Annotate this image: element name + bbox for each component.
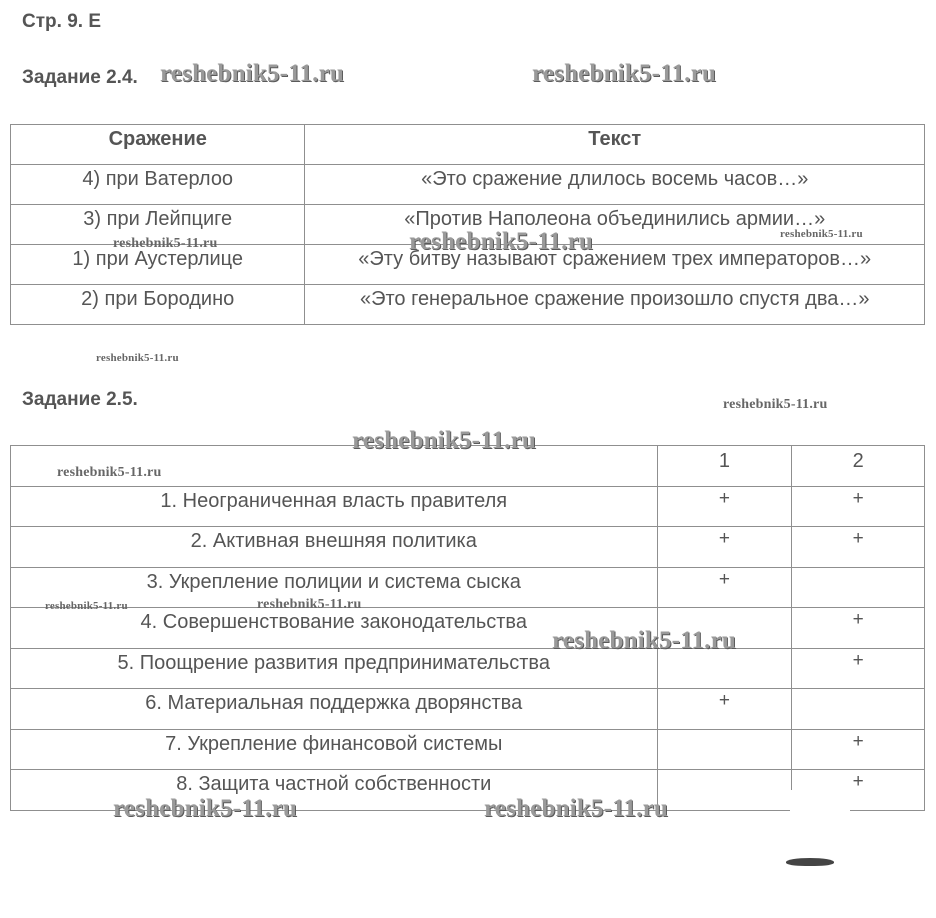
mark-cell: + [657,527,792,568]
battle-cell: 3) при Лейпциге [11,205,305,245]
header-col-2: 2 [792,446,925,487]
mark-cell: + [657,567,792,608]
table-row [11,527,925,568]
watermark: reshebnik5-11.ru [484,795,669,822]
mark-cell: + [792,648,925,689]
table-row [11,567,925,608]
table-row [11,608,925,649]
mark-cell: + [792,486,925,527]
table-row [11,486,925,527]
policy-cell: 4. Совершенствование законодательства [11,608,658,649]
battle-cell: 2) при Бородино [11,285,305,325]
watermark: reshebnik5-11.ru [352,427,537,454]
watermark: reshebnik5-11.ru [257,597,362,612]
watermark: reshebnik5-11.ru [723,397,828,412]
table-row [11,689,925,730]
mark-cell: + [792,608,925,649]
policy-cell: 6. Материальная поддержка дворянства [11,689,658,730]
mark-cell: + [792,729,925,770]
table-row [11,729,925,770]
watermark: reshebnik5-11.ru [160,60,345,87]
battles-table [10,124,925,325]
mark-cell: + [792,770,925,811]
text-cell: «Эту битву называют сражением трех императоров…» [305,245,925,285]
mark-cell [657,770,792,811]
policy-table [10,445,925,811]
watermark: reshebnik5-11.ru [552,627,737,654]
watermark: reshebnik5-11.ru [45,600,128,612]
mark-cell [792,567,925,608]
policy-cell: 1. Неограниченная власть правителя [11,486,658,527]
watermark: reshebnik5-11.ru [57,465,162,480]
policy-cell: 3. Укрепление полиции и система сыска [11,567,658,608]
text-cell: «Против Наполеона объединились армии…» [305,205,925,245]
header-battle: Сражение [11,125,305,165]
mark-cell [657,729,792,770]
battle-cell: 4) при Ватерлоо [11,165,305,205]
mark-cell: + [792,527,925,568]
watermark: reshebnik5-11.ru [409,228,594,255]
policy-cell: 7. Укрепление финансовой системы [11,729,658,770]
watermark: reshebnik5-11.ru [780,228,863,240]
watermark: reshebnik5-11.ru [113,236,218,251]
watermark: reshebnik5-11.ru [96,352,179,364]
mark-cell: + [657,689,792,730]
policy-cell: 8. Защита частной собственности [11,770,658,811]
task-2-4-heading: Задание 2.4. [22,67,138,88]
table-row [11,648,925,689]
header-col-1: 1 [657,446,792,487]
policy-cell: 2. Активная внешняя политика [11,527,658,568]
text-cell: «Это сражение длилось восемь часов…» [305,165,925,205]
watermark: reshebnik5-11.ru [113,795,298,822]
text-cell: «Это генеральное сражение произошло спустя два…» [305,285,925,325]
task-2-5-heading: Задание 2.5. [22,389,138,410]
table-row [11,285,925,325]
policy-cell: 5. Поощрение развития предпринимательства [11,648,658,689]
watermark: reshebnik5-11.ru [532,60,717,87]
erased-patch [790,790,850,812]
mark-cell: + [657,486,792,527]
table-row [11,165,925,205]
page-title: Стр. 9. Е [22,11,101,32]
battle-cell: 1) при Аустерлице [11,245,305,285]
table-header-row [11,125,925,165]
ink-smudge [786,858,834,866]
header-text: Текст [305,125,925,165]
mark-cell [792,689,925,730]
